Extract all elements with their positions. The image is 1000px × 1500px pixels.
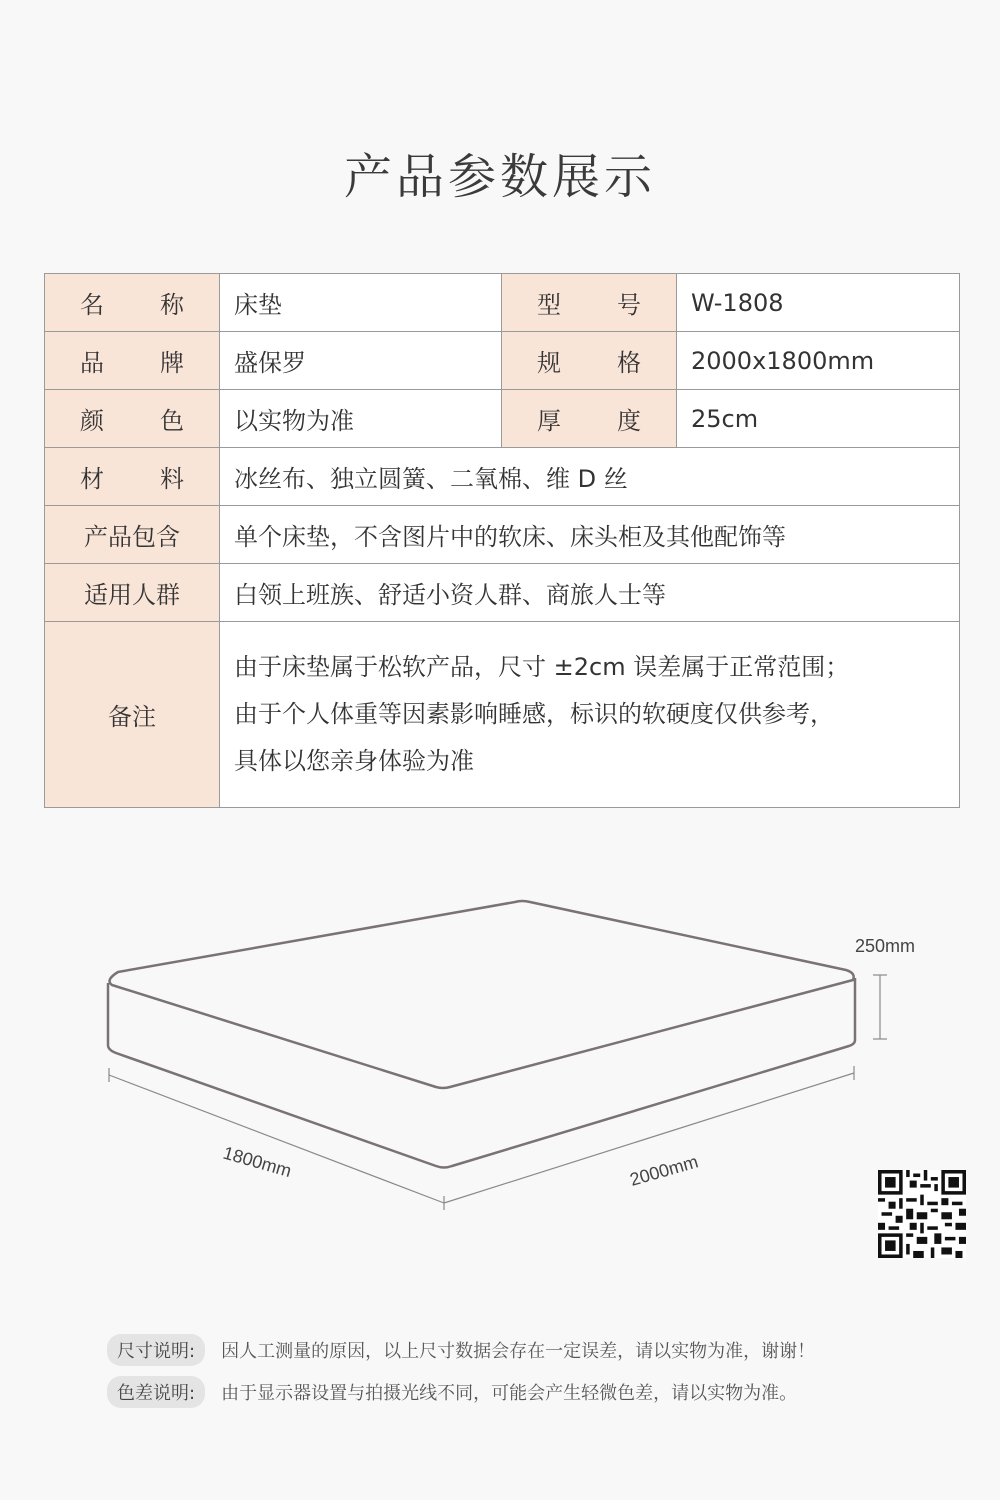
spec-table [44, 273, 960, 808]
name-value: 床垫 [220, 274, 502, 332]
size-value: 2000x1800mm [677, 332, 960, 390]
material-value: 冰丝布、独立圆簧、二氧棉、维 D 丝 [220, 448, 960, 506]
package-label: 产品包含 [45, 506, 220, 564]
table-row [45, 390, 960, 448]
width-label: 1800mm [220, 1142, 294, 1182]
material-label: 材 料 [45, 448, 220, 506]
name-label: 名 称 [45, 274, 220, 332]
table-row [45, 564, 960, 622]
color-label: 颜 色 [45, 390, 220, 448]
size-note-text: 因人工测量的原因，以上尺寸数据会存在一定误差，请以实物为准，谢谢！ [221, 1341, 816, 1362]
package-value: 单个床垫，不含图片中的软床、床头柜及其他配饰等 [220, 506, 960, 564]
color-value: 以实物为准 [220, 390, 502, 448]
model-label: 型 号 [502, 274, 677, 332]
note-line: 由于床垫属于松软产品，尺寸 ±2cm 误差属于正常范围； [234, 653, 850, 681]
thickness-label: 厚 度 [502, 390, 677, 448]
model-value: W-1808 [677, 274, 960, 332]
qr-code-icon [878, 1170, 966, 1258]
brand-label: 品 牌 [45, 332, 220, 390]
height-label: 250mm [855, 936, 916, 956]
mattress-diagram [0, 880, 1000, 1220]
note-line: 具体以您亲身体验为准 [234, 747, 474, 775]
color-note-tag: 色差说明: [107, 1376, 205, 1408]
note-value [220, 622, 960, 808]
length-label: 2000mm [627, 1151, 701, 1190]
size-note-tag: 尺寸说明: [107, 1334, 205, 1366]
table-row [45, 622, 960, 808]
audience-value: 白领上班族、舒适小资人群、商旅人士等 [220, 564, 960, 622]
thickness-value: 25cm [677, 390, 960, 448]
note-line: 由于个人体重等因素影响睡感，标识的软硬度仅供参考， [234, 700, 834, 728]
mattress-outline [108, 901, 855, 1168]
table-row [45, 506, 960, 564]
table-row [45, 448, 960, 506]
size-note [107, 1334, 815, 1366]
size-label: 规 格 [502, 332, 677, 390]
color-note [107, 1376, 797, 1408]
table-row [45, 274, 960, 332]
note-label: 备注 [45, 622, 220, 808]
color-note-text: 由于显示器设置与拍摄光线不同，可能会产生轻微色差，请以实物为准。 [221, 1383, 798, 1404]
table-row [45, 332, 960, 390]
audience-label: 适用人群 [45, 564, 220, 622]
page-title: 产品参数展示 [343, 149, 656, 205]
brand-value: 盛保罗 [220, 332, 502, 390]
